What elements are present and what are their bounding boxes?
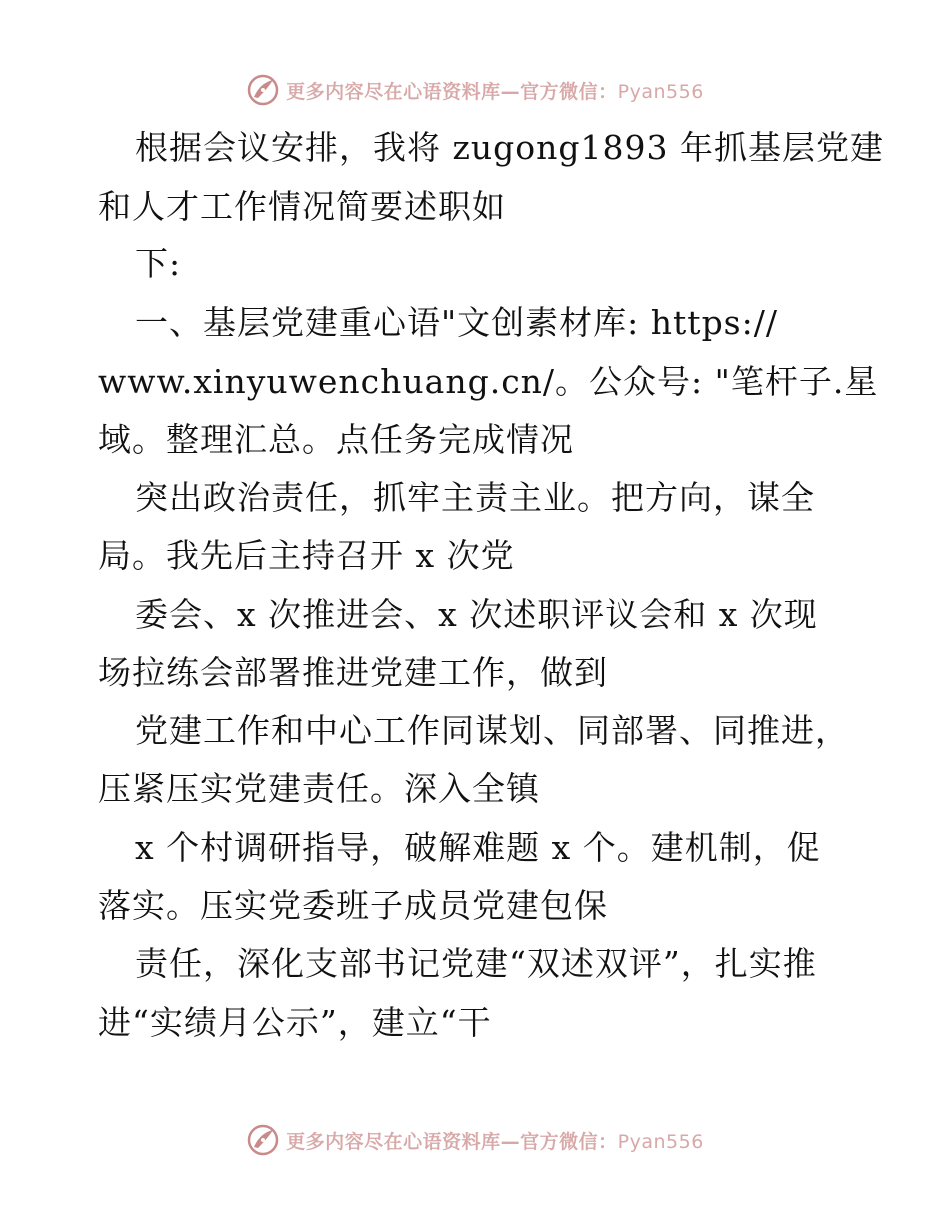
body-line: 进“实绩月公示”，建立“干	[98, 1003, 492, 1042]
footer-watermark	[0, 1120, 950, 1160]
body-line: 局。我先后主持召开 x 次党	[98, 536, 515, 575]
pen-nib-logo-icon	[246, 73, 280, 107]
body-line: 压紧压实党建责任。深入全镇	[98, 769, 540, 808]
body-line: 一、基层党建重心语"文创素材库: https://	[135, 303, 778, 342]
body-line: 落实。压实党委班子成员党建包保	[98, 886, 608, 925]
body-line: 突出政治责任，抓牢主责主业。把方向，谋全	[135, 478, 815, 517]
watermark-text: 更多内容尽在心语资料库—官方微信：Pyan556	[286, 1130, 704, 1153]
body-line: 根据会议安排，我将 zugong1893 年抓基层党建	[135, 128, 884, 167]
body-line: x 个村调研指导，破解难题 x 个。建机制，促	[135, 828, 821, 867]
body-line: 场拉练会部署推进党建工作，做到	[98, 653, 608, 692]
body-line: 党建工作和中心工作同谋划、同部署、同推进，	[135, 711, 849, 750]
body-line: 委会、x 次推进会、x 次述职评议会和 x 次现	[135, 595, 818, 634]
body-line: 域。整理汇总。点任务完成情况	[98, 420, 574, 459]
pen-nib-logo-icon	[246, 1123, 280, 1157]
watermark-text: 更多内容尽在心语资料库—官方微信：Pyan556	[286, 80, 704, 103]
body-line: 和人才工作情况简要述职如	[98, 187, 506, 226]
body-line: www.xinyuwenchuang.cn/。公众号: "笔杆子.星	[98, 362, 879, 401]
body-line: 责任，深化支部书记党建“双述双评”，扎实推	[135, 944, 817, 983]
header-watermark	[0, 70, 950, 110]
body-line: 下:	[135, 244, 182, 283]
